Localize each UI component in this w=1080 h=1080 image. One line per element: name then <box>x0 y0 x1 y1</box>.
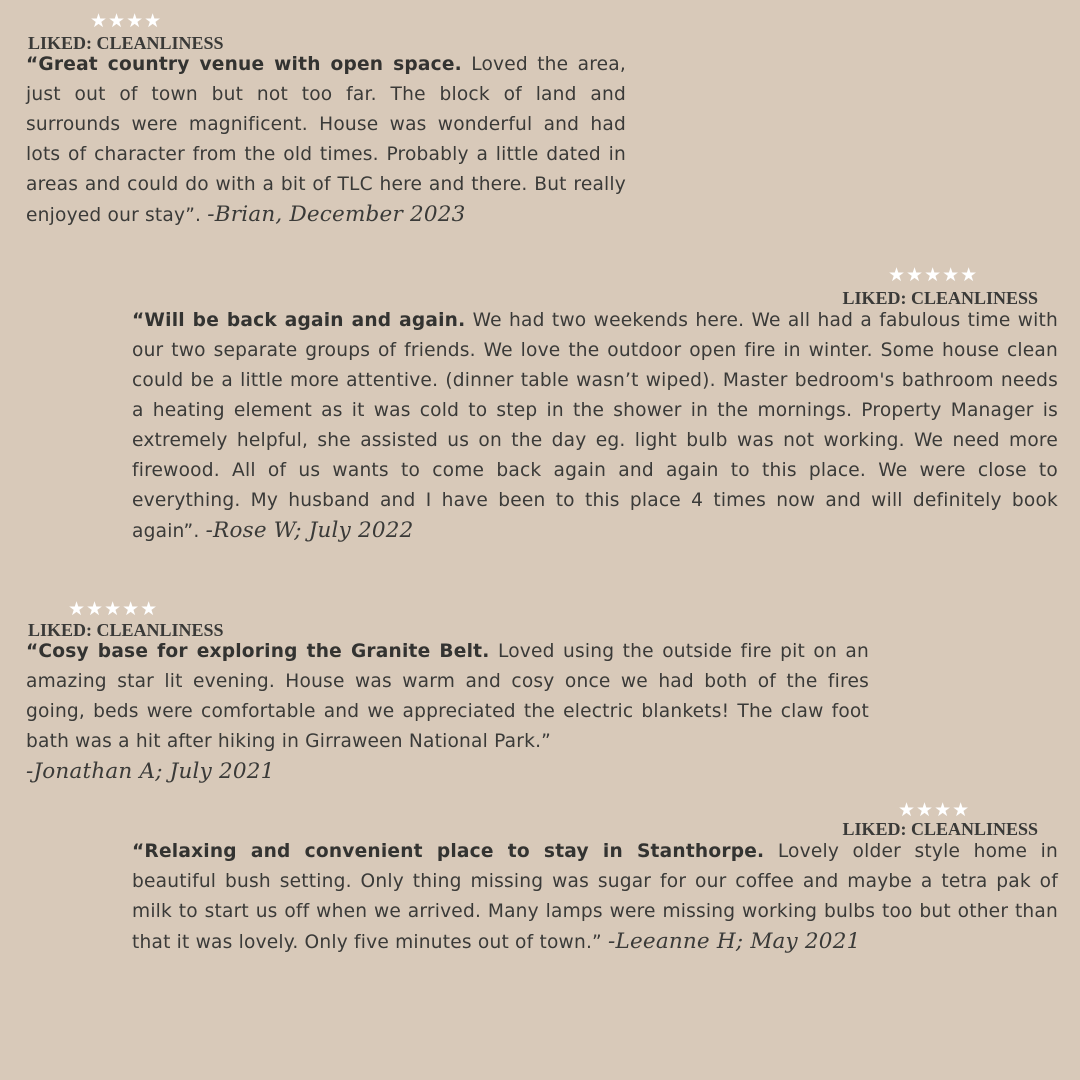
review-author: -Jonathan A; July 2021 <box>26 759 275 784</box>
review-body: Lovely older style home in beautiful bush setting. Only thing missing was sugar for our coffee and maybe a tetra pak of milk to start us off when we arrived. Many lamps were missing working bulbs too but other than that it was lovely. Only five minutes out of town.” <box>132 841 1058 953</box>
review-headline: “Relaxing and convenient place to stay in Stanthorpe. <box>132 841 765 862</box>
star-rating: ★★★★ <box>90 10 163 32</box>
review-headline: “Cosy base for exploring the Granite Belt. <box>26 641 490 662</box>
review-text <box>26 637 869 787</box>
review-card <box>26 12 626 242</box>
review-text <box>132 306 1058 547</box>
review-body: Loved using the outside fire pit on an amazing star lit evening. House was warm and cosy once we had both of the fires going, beds were comfortable and we appreciated the electric blankets! The claw foot bath was a hit after hiking in Girraween National Park.” <box>26 641 869 752</box>
liked-label: LIKED: CLEANLINESS <box>842 288 1038 308</box>
review-card <box>132 265 1058 555</box>
review-body: Loved the area, just out of town but not too far. The block of land and surrounds were magnificent. House was wonderful and had lots of character from the old times. Probably a little dated in areas and could do with a bit of TLC here and there. But really enjoyed our stay”. <box>26 54 626 226</box>
review-headline: “Will be back again and again. <box>132 310 466 331</box>
review-author: -Rose W; July 2022 <box>205 518 414 543</box>
review-card <box>26 600 869 795</box>
review-author: -Brian, December 2023 <box>207 202 466 227</box>
liked-label: LIKED: CLEANLINESS <box>28 33 224 53</box>
review-text <box>26 50 626 231</box>
review-headline: “Great country venue with open space. <box>26 54 462 75</box>
liked-label: LIKED: CLEANLINESS <box>842 819 1038 839</box>
review-author: -Leeanne H; May 2021 <box>608 929 861 954</box>
review-body: We had two weekends here. We all had a fabulous time with our two separate groups of friends. We love the outdoor open fire in winter. Some house clean could be a little more attentive. (dinner table wasn’t wiped). Master bedroom's bathroom needs a heating element as it was cold to step in the shower in the mornings. Property Manager is extremely helpful, she assisted us on the day eg. light bulb was not working. We need more firewood. All of us wants to come back again and again to this place. We were close to everything. My husband and I have been to this place 4 times now and will definitely book again”. <box>132 310 1058 542</box>
star-rating: ★★★★★ <box>68 598 159 620</box>
review-card <box>132 800 1058 965</box>
star-rating: ★★★★ <box>898 799 971 821</box>
star-rating: ★★★★★ <box>888 264 979 286</box>
liked-label: LIKED: CLEANLINESS <box>28 620 224 640</box>
review-text <box>132 837 1058 958</box>
